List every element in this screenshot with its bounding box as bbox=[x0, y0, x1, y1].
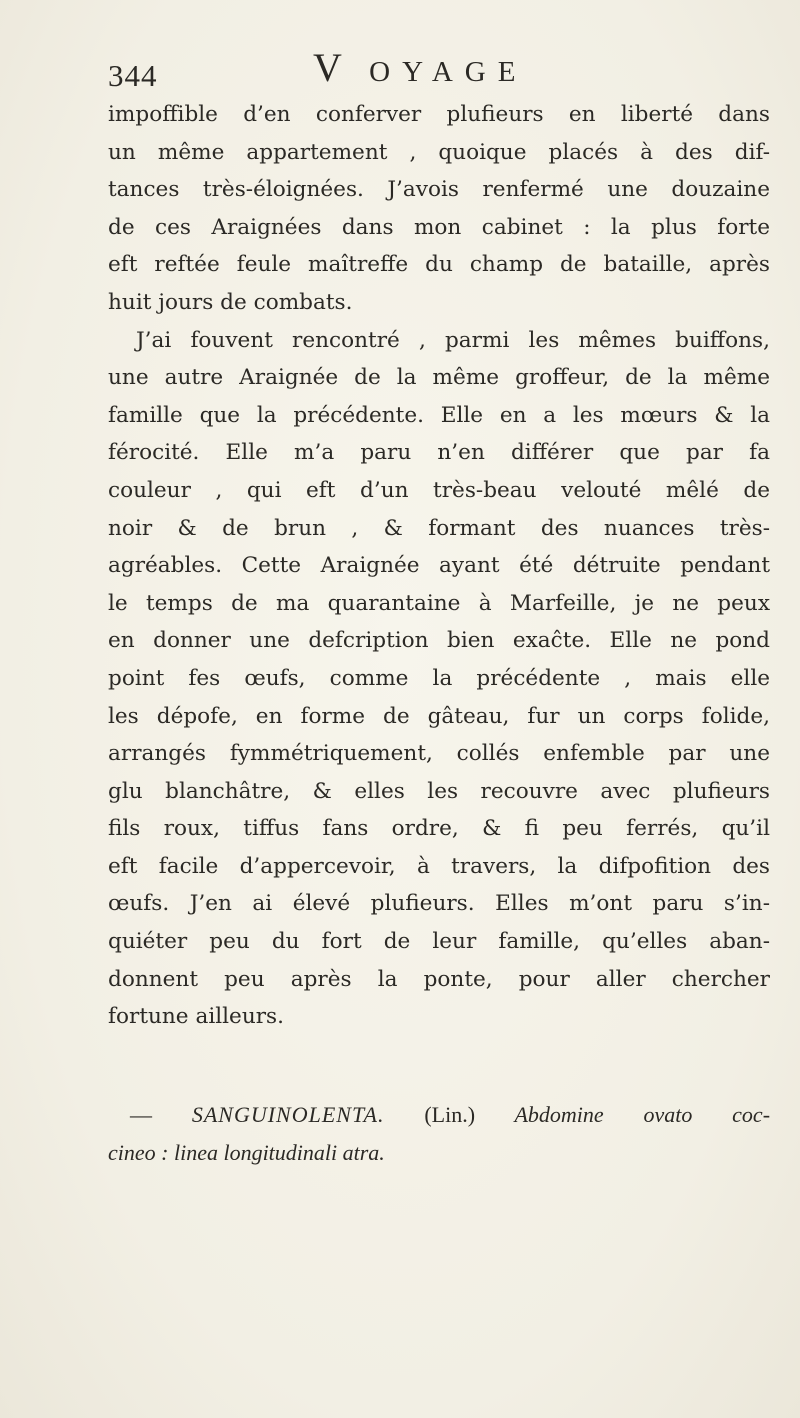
taxon-entry bbox=[108, 1096, 770, 1171]
taxon-name: SANGUINOLENTA. bbox=[191, 1102, 385, 1127]
text-line: tances très-éloignées. J’avois renfermé une douzaine bbox=[108, 177, 770, 203]
text-line: férocité. Elle m’a paru n’en différer que par fa bbox=[108, 440, 770, 466]
text-line: arrangés fymmétriquement, collés enfemble par une bbox=[108, 741, 770, 767]
text-line: agréables. Cette Araignée ayant été détruite pendant bbox=[108, 553, 770, 579]
text-line: un même appartement , quoique placés à des dif- bbox=[108, 139, 770, 165]
taxon-line bbox=[108, 1096, 770, 1134]
text-line: fortune ailleurs. bbox=[108, 1004, 284, 1030]
text-line: couleur , qui eft d’un très-beau velouté mêlé de bbox=[108, 477, 770, 503]
text-line: les dépofe, en forme de gâteau, fur un corps folide, bbox=[108, 703, 770, 729]
text-line: J’ai fouvent rencontré , parmi les mêmes buiffons, bbox=[136, 327, 770, 353]
text-line: noir & de brun , & formant des nuances très- bbox=[108, 515, 770, 541]
body-text bbox=[108, 96, 770, 1036]
running-title-initial: V bbox=[313, 45, 351, 90]
taxon-dash: — bbox=[130, 1102, 152, 1127]
paragraph-1 bbox=[108, 96, 770, 322]
text-line: eft facile d’appercevoir, à travers, la difpofition des bbox=[108, 853, 770, 879]
text-line: huit jours de combats. bbox=[108, 289, 353, 315]
running-title bbox=[313, 44, 527, 91]
text-line: donnent peu après la ponte, pour aller chercher bbox=[108, 966, 770, 992]
text-line: œufs. J’en ai élevé plufieurs. Elles m’ont paru s’in- bbox=[108, 891, 770, 917]
text-line: le temps de ma quarantaine à Marfeille, je ne peux bbox=[108, 590, 770, 616]
text-line: impoffible d’en conferver plufieurs en liberté dans bbox=[108, 102, 770, 127]
text-line: de ces Araignées dans mon cabinet : la plus forte bbox=[108, 214, 770, 240]
text-line: glu blanchâtre, & elles les recouvre avec plufieurs bbox=[108, 778, 770, 804]
text-line: fils roux, tiffus fans ordre, & fi peu ferrés, qu’il bbox=[108, 816, 770, 842]
text-line: une autre Araignée de la même groffeur, de la même bbox=[108, 365, 770, 391]
text-line: en donner une defcription bien exaĉte. Elle ne pond bbox=[108, 628, 770, 654]
text-line: famille que la précédente. Elle en a les mœurs & la bbox=[108, 402, 770, 428]
page-number: 344 bbox=[108, 58, 158, 93]
text-line: eft reftée feule maîtreffe du champ de bataille, après bbox=[108, 252, 770, 278]
taxon-description-1: Abdomine ovato coc- bbox=[514, 1102, 771, 1127]
text-line: point fes œufs, comme la précédente , mais elle bbox=[108, 665, 770, 691]
running-title-rest: OYAGE bbox=[369, 56, 528, 88]
text-line: quiéter peu du fort de leur famille, qu’elles aban- bbox=[108, 929, 770, 955]
paragraph-2 bbox=[108, 322, 770, 1036]
page-header bbox=[108, 44, 768, 94]
taxon-description-2: cineo : linea longitudinali atra. bbox=[108, 1139, 385, 1165]
taxon-authority: (Lin.) bbox=[424, 1102, 476, 1127]
